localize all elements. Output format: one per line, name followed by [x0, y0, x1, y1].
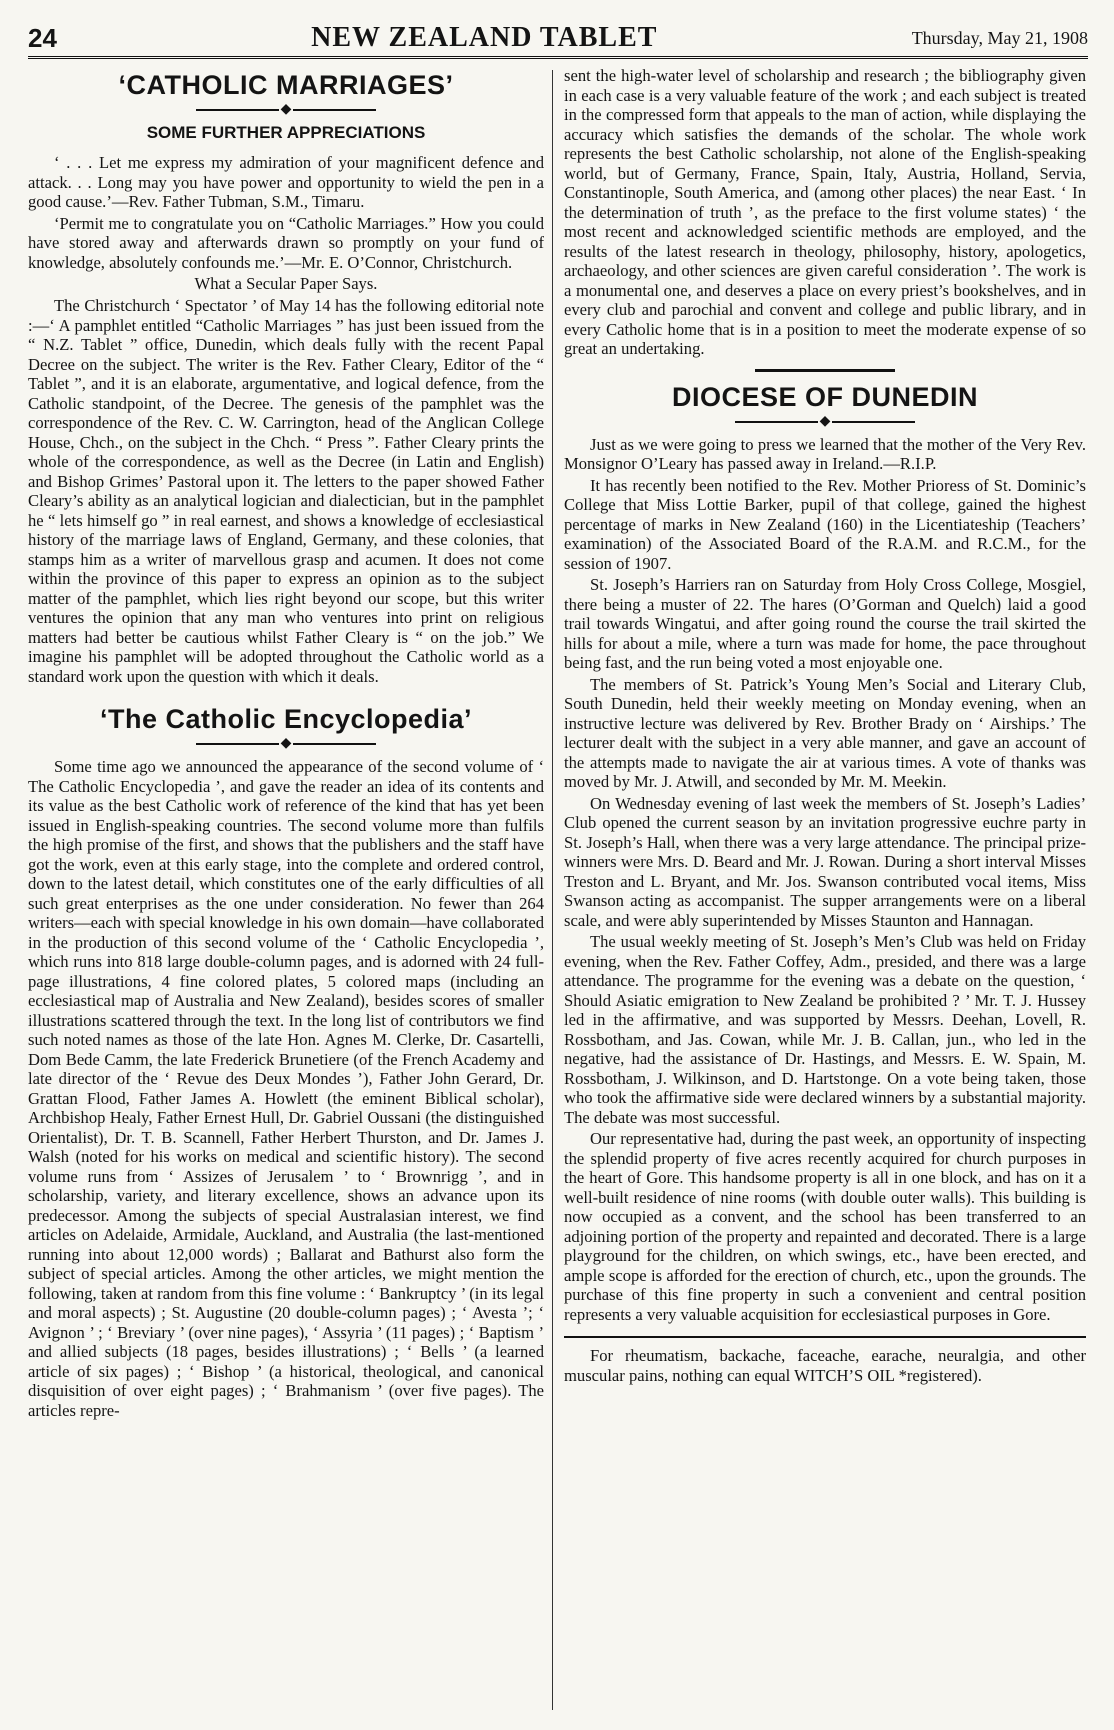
ornament-divider [196, 103, 376, 117]
paragraph: St. Joseph’s Harriers ran on Saturday from Holy Cross College, Mosgiel, there being a muster of 22. The hares (O’Gorman and Quelch) laid a good trail towards Wingatui, and after going round the course the trail skirted the hills for about a mile, where a turn was made for home, the pace throughout being fast, and the run being voted a most enjoyable one. [564, 575, 1086, 672]
page-number: 24 [28, 22, 57, 53]
column-rule [552, 70, 553, 1710]
paragraph: Some time ago we announced the appearance of the second volume of ‘ The Catholic Encyclopedia ’, and gave the reader an idea of its contents and its value as the best Catholic work of reference of the kind that has yet been issued in English-speaking countries. The second volume more than fulfils the high promise of the first, and shows that the publishers and the staff have got the work, even at this early stage, into the complete and ordered control, down to the latest detail, which constitutes one of the early difficulties of all such great enterprises as the one under consideration. No fewer than 264 writers—each with special knowledge in his own domain—have collaborated in the production of this second volume of the ‘ Catholic Encyclopedia ’, which runs into 818 large double-column pages, and is adorned with 24 full-page illustrations, 4 fine colored plates, 5 colored maps (including an ecclesiastical map of Australia and New Zealand), besides scores of smaller illustrations scattered through the text. In the long list of contributors we find such noted names as those of the late Hon. Agnes M. Clerke, Dr. Casartelli, Dom Bede Camm, the late Frederick Brunetiere (of the French Academy and late director of the ‘ Revue des Deux Mondes ’), Father John Gerard, Dr. Grattan Flood, Father James A. Howlett (the eminent Biblical scholar), Archbishop Healy, Father Ernest Hull, Dr. Gabriel Oussani (the distinguished Orientalist), Dr. T. B. Scannell, Father Herbert Thurston, and Dr. James J. Walsh (noted for his works on medical and scientific history). The second volume runs from ‘ Assizes of Jerusalem ’ to ‘ Brownrigg ’, and in scholarship, variety, and literary excellence, shows an advance upon its predecessor. Among the subjects of special Australasian interest, we find articles on Adelaide, Armidale, Auckland, and Australia (the last-mentioned running into about 12,000 words) ; Ballarat and Bathurst also form the subject of special articles. Among the other articles, we might mention the following, taken at random from this fine volume : ‘ Bankruptcy ’ (in its legal and moral aspects) ; St. Augustine (20 double-column pages) ; ‘ Avesta ’; ‘ Avignon ’ ; ‘ Breviary ’ (over nine pages), ‘ Assyria ’ (11 pages) ; ‘ Baptism ’ and allied subjects (18 pages, besides illustrations) ; ‘ Bells ’ (a learned article of six pages) ; ‘ Bishop ’ (a historical, theological, and canonical disquisition of over eight pages) ; ‘ Brahmanism ’ (over five pages). The articles repre- [28, 757, 544, 1420]
diamond-ornament-icon: ◆ [280, 736, 292, 751]
paragraph: The members of St. Patrick’s Young Men’s Social and Literary Club, South Dunedin, held their weekly meeting on Monday evening, when an instructive lecture was delivered by Rev. Brother Brady on ‘ Airships.’ The lecturer dealt with the subject in a very able manner, and gave an account of the attempts made to navigate the air at various times. A vote of thanks was moved by Mr. J. Atwill, and seconded by Mr. M. Meekin. [564, 674, 1086, 791]
article-title-diocese-of-dunedin: DIOCESE OF DUNEDIN [671, 381, 979, 412]
advertisement [564, 1336, 1086, 1385]
left-column [28, 66, 544, 1716]
paragraph: Just as we were going to press we learned that the mother of the Very Rev. Monsignor O’Leary has passed away in Ireland.—R.I.P. [564, 434, 1086, 473]
paragraph: ‘Permit me to congratulate you on “Catholic Marriages.” How you could have stored away and afterwards drawn so promptly on your fund of knowledge, absolutely confounds me.’—Mr. E. O’Connor, Christchurch. [28, 213, 544, 272]
paragraph: Our representative had, during the past week, an opportunity of inspecting the splendid property of five acres recently acquired for church purposes in the heart of Gore. This handsome property is all in one block, and has on it a well-built residence of nine rooms (with double outer walls). This building is now occupied as a convent, and the school has been transferred to an adjoining portion of the property and repainted and decorated. There is a large playground for the children, on which swings, etc., have been erected, and ample scope is afforded for the erection of church, etc., upon the grounds. The purchase of this fine property in such a convenient and central position represents a very valuable acquisition for ecclesiastical purposes in Gore. [564, 1129, 1086, 1324]
paragraph: On Wednesday evening of last week the members of St. Joseph’s Ladies’ Club opened the current season by an invitation progressive euchre party in St. Joseph’s Hall, when there was a very large attendance. The principal prize-winners were Mrs. D. Beard and Mr. J. Rowan. During a short interval Misses Treston and L. Bryant, and Mr. Jos. Swanson contributed vocal items, Miss Swanson acting as accompanist. The supper arrangements were on a liberal scale, and were ably superintended by Misses Staunton and Hannagan. [564, 793, 1086, 930]
masthead: NEW ZEALAND TABLET [311, 22, 658, 53]
diamond-ornament-icon: ◆ [280, 102, 292, 117]
paragraph: ‘ . . . Let me express my admiration of your magnificent defence and attack. . . Long may you have power and opportunity to wield the pen in a good cause.’—Rev. Father Tubman, S.M., Timaru. [28, 153, 544, 211]
article-title-catholic-encyclopedia: ‘The Catholic Encyclopedia’ [99, 704, 473, 734]
ornament-divider [735, 415, 915, 429]
article-title-catholic-marriages: ‘CATHOLIC MARRIAGES’ [118, 70, 454, 100]
paragraph: The Christchurch ‘ Spectator ’ of May 14 has the following editorial note :—‘ A pamphlet entitled “Catholic Marriages ” has just been issued from the “ N.Z. Tablet ” office, Dunedin, which deals fully with the recent Papal Decree on the subject. The writer is the Rev. Father Cleary, Editor of the “ Tablet ”, and it is an elaborate, argumentative, and logical defence, from the Catholic standpoint, of the Decree. The genesis of the pamphlet was the correspondence of the Rev. C. W. Carrington, head of the Anglican College House, Chch., on the subject in the Chch. “ Press ”. Father Cleary prints the whole of the correspondence, as well as the Decree (in Latin and English) and Bishop Grimes’ Pastoral upon it. The letters to the paper showed Father Cleary’s ability as an analytical logician and dialectician, but in the pamphlet he “ lets himself go ” in real earnest, and shows a knowledge of ecclesiastical history of the marriage laws of England, Germany, and these colonies, that stamps him as a writer of marvellous grasp and acumen. It does not come within the province of this paper to express an opinion as to the subject matter of the pamphlet, which lies right beyond our scope, but this writer ventures the opinion that any man who ventures into print on religious matters had better be cautious whilst Father Cleary is “ on the job.” We imagine his pamphlet will be adopted throughout the Catholic world as a standard work upon the question with which it deals. [28, 296, 544, 686]
right-column [564, 66, 1086, 1716]
dateline: Thursday, May 21, 1908 [911, 27, 1088, 48]
diamond-ornament-icon: ◆ [819, 413, 831, 429]
paragraph: The usual weekly meeting of St. Joseph’s Men’s Club was held on Friday evening, when the Rev. Father Coffey, Adm., presided, and there was a large attendance. The programme for the evening was a debate on the question, ‘ Should Asiatic emigration to New Zealand be prohibited ? ’ Mr. T. J. Hussey led in the affirmative, and was supported by Messrs. Deehan, Lovell, R. Rossbotham, and Jas. Cowan, while Mr. J. B. Callan, jun., who led in the negative, had the assistance of Dr. Hastings, and Messrs. E. W. Spain, M. Rossbotham, J. Wilkinson, and D. Hartstonge. On a vote being taken, those who took the affirmative side were declared winners by a substantial majority. The debate was most successful. [564, 932, 1086, 1127]
paragraph-continuation: sent the high-water level of scholarship and research ; the bibliography given in each case is a very valuable feature of the work ; and each subject is treated in the compressed form that appeals to the man of action, while displaying the accuracy which satisfies the demands of the scholar. The whole work represents the best Catholic scholarship, not alone of the English-speaking world, but of Germany, France, Spain, Italy, Austria, Holland, Servia, Constantinople, South America, and (among other places) the near East. ‘ In the determination of truth ’, as the preface to the first volume states) ‘ the most recent and acknowledged scientific methods are employed, and the results of the latest research in theology, philosophy, history, apologetics, archaeology, and other sciences are given careful consideration ’. The work is a monumental one, and deserves a place on every priest’s bookshelves, and in every club and parochial and convent and college and public library, and in every Catholic home that is in a position to meet the moderate expense of so great an undertaking. [564, 66, 1086, 358]
paragraph: It has recently been notified to the Rev. Mother Prioress of St. Dominic’s College that Miss Lottie Barker, pupil of that college, gained the highest percentage of marks in New Zealand (160) in the Licentiateship (Teachers’ examination) of the Associated Board of the R.A.M. and R.C.M., for the session of 1907. [564, 475, 1086, 573]
section-subhead: What a Secular Paper Says. [194, 274, 378, 293]
article-subtitle: SOME FURTHER APPRECIATIONS [146, 123, 426, 142]
section-rule [755, 369, 895, 372]
advert-text: For rheumatism, backache, faceache, earache, neuralgia, and other muscular pains, nothing can equal WITCH’S OIL *registered). [564, 1346, 1086, 1385]
page-header [28, 20, 1088, 59]
ornament-divider [196, 737, 376, 751]
